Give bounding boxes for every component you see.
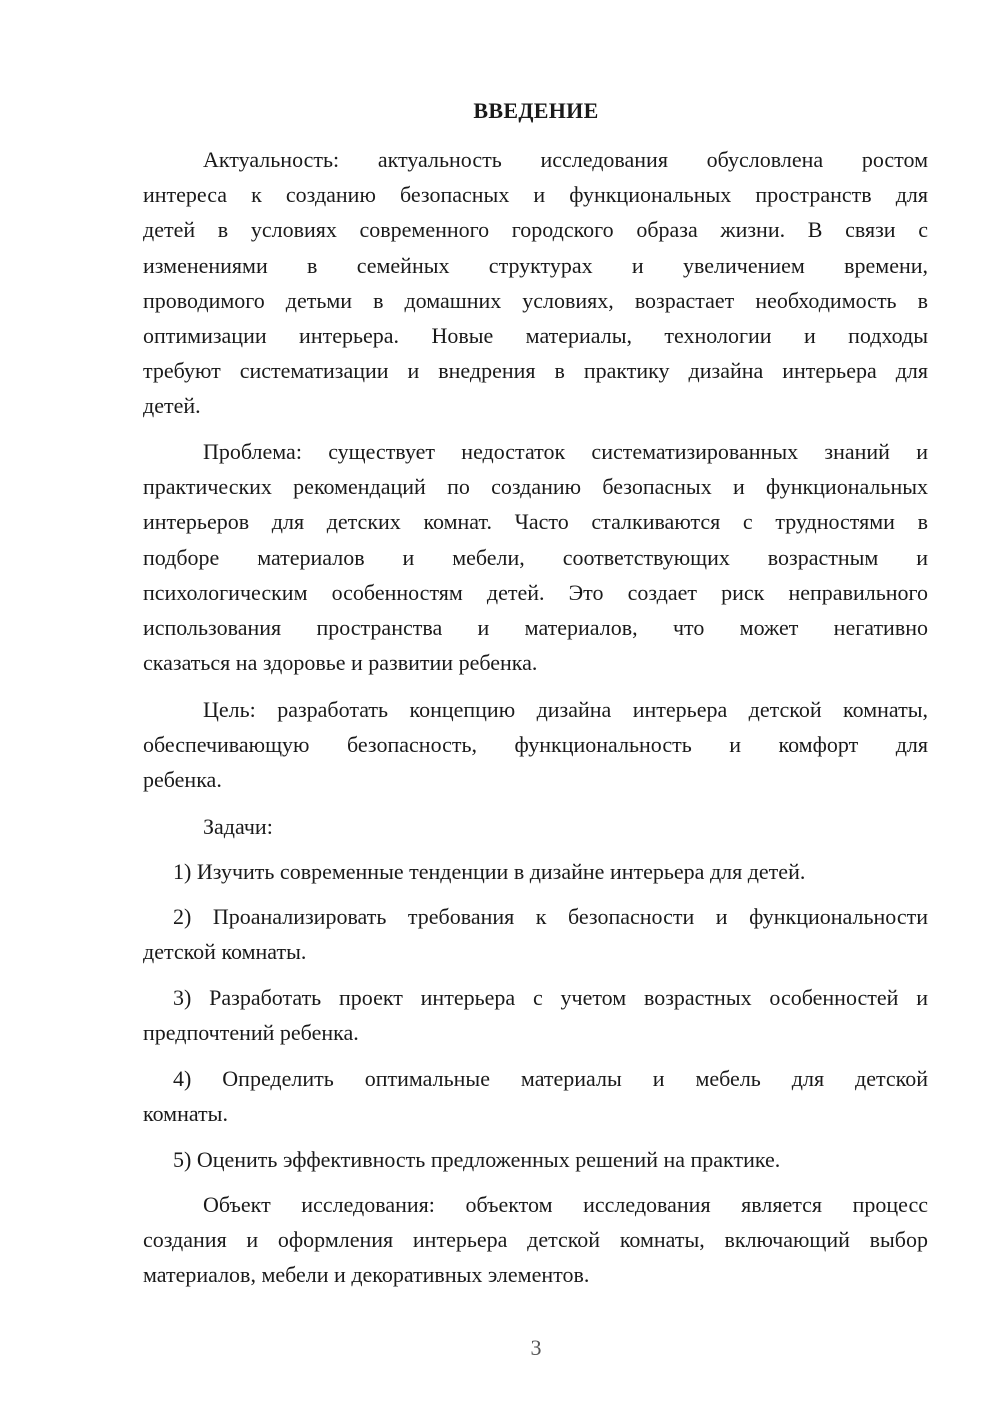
task-item-5 bbox=[143, 1142, 928, 1177]
text-line: интерьеров для детских комнат. Часто сталкиваются с трудностями в bbox=[143, 509, 928, 535]
tasks-label bbox=[143, 809, 928, 844]
text-line: Объект исследования: объектом исследования является процесс bbox=[203, 1192, 928, 1217]
text-line: сказаться на здоровье и развитии ребенка. bbox=[143, 650, 538, 676]
task-item-1 bbox=[143, 854, 928, 889]
page-number: 3 bbox=[530, 1335, 542, 1360]
text-line: 2) Проанализировать требования к безопасности и функциональности bbox=[173, 904, 928, 929]
text-line: 4) Определить оптимальные материалы и мебель для детской bbox=[173, 1066, 928, 1091]
text-line: детской комнаты. bbox=[143, 939, 307, 965]
text-line: обеспечивающую безопасность, функциональность и комфорт для bbox=[143, 732, 928, 758]
text-line: предпочтений ребенка. bbox=[143, 1020, 359, 1046]
text-line: детей в условиях современного городского образа жизни. В связи с bbox=[143, 217, 928, 243]
text-line: материалов, мебели и декоративных элементов. bbox=[143, 1262, 590, 1288]
text-line: использования пространства и материалов, что может негативно bbox=[143, 615, 928, 641]
problem-paragraph bbox=[143, 434, 928, 680]
text-line: проводимого детьми в домашних условиях, возрастает необходимость в bbox=[143, 287, 928, 313]
task-item-2 bbox=[143, 899, 928, 969]
relevance-paragraph bbox=[143, 142, 928, 424]
text-line: Цель: разработать концепцию дизайна интерьера детской комнаты, bbox=[203, 697, 928, 722]
text-line: ребенка. bbox=[143, 767, 222, 793]
text-line: требуют систематизации и внедрения в практику дизайна интерьера для bbox=[143, 358, 928, 384]
text-line: интереса к созданию безопасных и функциональных пространств для bbox=[143, 182, 928, 208]
text-line: 5) Оценить эффективность предложенных решений на практике. bbox=[173, 1147, 781, 1172]
object-paragraph bbox=[143, 1187, 928, 1293]
text-line: психологическим особенностям детей. Это создает риск неправильного bbox=[143, 579, 928, 605]
text-line: Актуальность: актуальность исследования обусловлена ростом bbox=[203, 147, 928, 172]
text-line: оптимизации интерьера. Новые материалы, технологии и подходы bbox=[143, 323, 928, 349]
text-line: Проблема: существует недостаток систематизированных знаний и bbox=[203, 439, 928, 464]
text-line: подборе материалов и мебели, соответствующих возрастным и bbox=[143, 544, 928, 570]
text-line: 1) Изучить современные тенденции в дизайне интерьера для детей. bbox=[173, 859, 806, 884]
text-line: создания и оформления интерьера детской комнаты, включающий выбор bbox=[143, 1227, 928, 1253]
text-line: детей. bbox=[143, 393, 201, 419]
text-line: Задачи: bbox=[203, 814, 273, 839]
task-item-3 bbox=[143, 980, 928, 1050]
section-heading: ВВЕДЕНИЕ bbox=[473, 98, 599, 123]
goal-paragraph bbox=[143, 692, 928, 798]
text-line: комнаты. bbox=[143, 1101, 228, 1127]
text-line: изменениями в семейных структурах и увеличением времени, bbox=[143, 252, 928, 278]
text-line: 3) Разработать проект интерьера с учетом возрастных особенностей и bbox=[173, 985, 928, 1010]
text-line: практических рекомендаций по созданию безопасных и функциональных bbox=[143, 474, 928, 500]
task-item-4 bbox=[143, 1061, 928, 1131]
